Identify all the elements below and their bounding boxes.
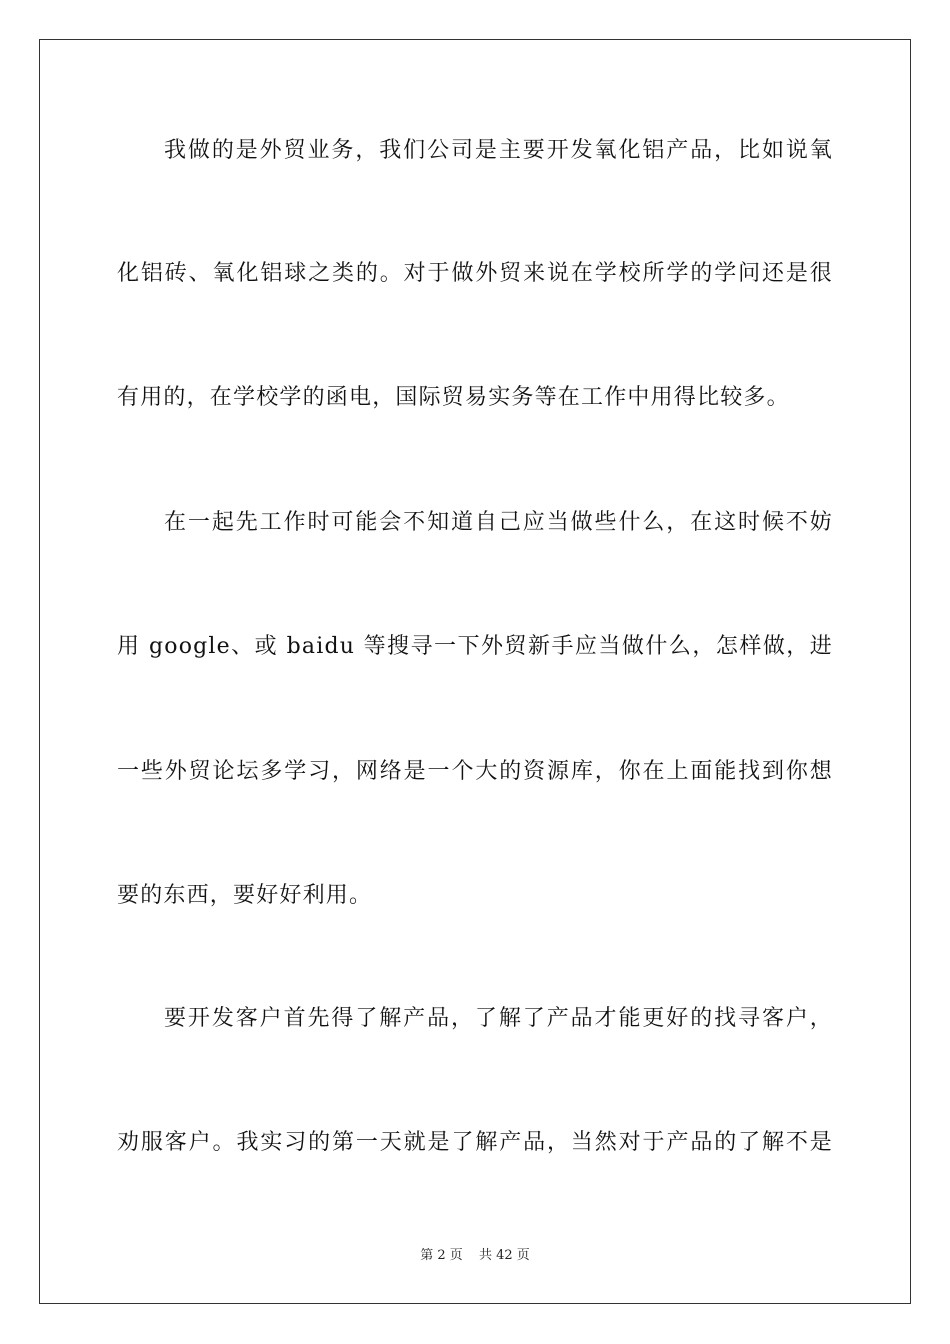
paragraph-1-line-3: 有用的，在学校学的函电，国际贸易实务等在工作中用得比较多。 (117, 385, 790, 410)
page-total: 共 42 页 (478, 1248, 530, 1263)
page-border (39, 39, 911, 1304)
paragraph-3-line-1: 要开发客户首先得了解产品，了解了产品才能更好的找寻客户， (164, 1006, 833, 1031)
paragraph-2-line-2: 用 google、或 baidu 等搜寻一下外贸新手应当做什么，怎样做，进 (117, 634, 833, 659)
page-footer (0, 1247, 950, 1265)
paragraph-3-line-2: 劝服客户。我实习的第一天就是了解产品，当然对于产品的了解不是 (117, 1130, 833, 1155)
paragraph-2-line-4: 要的东西，要好好利用。 (117, 883, 373, 908)
paragraph-2-line-1: 在一起先工作时可能会不知道自己应当做些什么，在这时候不妨 (164, 510, 833, 535)
paragraph-2-line-3: 一些外贸论坛多学习，网络是一个大的资源库，你在上面能找到你想 (117, 759, 833, 784)
page-number: 第 2 页 (420, 1248, 463, 1263)
paragraph-1-line-1: 我做的是外贸业务，我们公司是主要开发氧化铝产品，比如说氧 (164, 138, 833, 163)
paragraph-1-line-2: 化铝砖、氧化铝球之类的。对于做外贸来说在学校所学的学问还是很 (117, 261, 833, 286)
